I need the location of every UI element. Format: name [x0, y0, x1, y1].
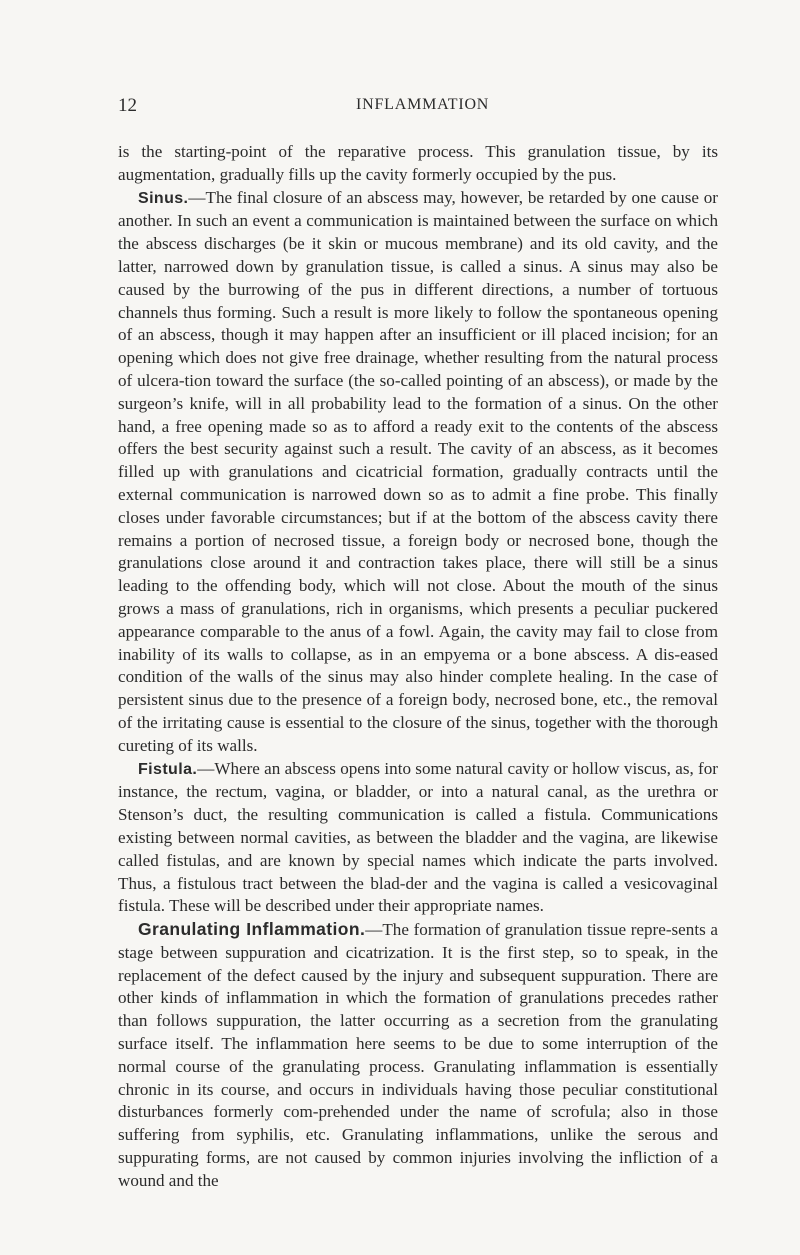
section-heading-fistula: Fistula.: [138, 760, 198, 778]
page-number: 12: [118, 95, 137, 116]
paragraph-text: —The formation of granulation tissue repre-sents a stage between suppuration and cicatrization. It is the first step, so to speak, in the replacement of the defect caused by the injury and subsequent suppuration. There are other kinds of inflammation in which the formation of granulations precedes rather than follows suppuration, the latter occurring as a secretion from the granulating surface itself. The inflammation here seems to be due to some interruption of the normal course of the granulating process. Granulating inflammation is essentially chronic in its course, and occurs in individuals having those peculiar constitutional disturbances formerly com-prehended under the name of scrofula; also in those suffering from syphilis, etc. Granulating inflammations, unlike the serous and suppurating forms, are not caused by common injuries involving the infliction of a wound and the: [118, 920, 718, 1190]
section-heading-granulating-inflammation: Granulating Inflammation.: [138, 919, 366, 940]
paragraph-fistula: [118, 758, 718, 919]
paragraph-granulating-inflammation: [118, 918, 718, 1193]
paragraph-text: —The final closure of an abscess may, however, be retarded by one cause or another. In such an event a communication is maintained between the surface on which the abscess discharges (be it skin or mucous membrane) and its old cavity, and the latter, narrowed down by granulation tissue, is called a sinus. A sinus may also be caused by the burrowing of the pus in different directions, a number of tortuous channels thus forming. Such a result is more likely to follow the spontaneous opening of an abscess, though it may happen after an insufficient or ill placed incision; for an opening which does not give free drainage, whether resulting from the natural process of ulcera-tion toward the surface (the so-called pointing of an abscess), or made by the surgeon’s knife, will in all probability lead to the formation of a sinus. On the other hand, a free opening made so as to afford a ready exit to the contents of the abscess offers the best security against such a result. The cavity of an abscess, as it becomes filled up with granulations and cicatricial formation, gradually contracts until the external communication is narrowed down so as to admit a fine probe. This finally closes under favorable circumstances; but if at the bottom of the abscess cavity there remains a portion of necrosed tissue, a foreign body or necrosed bone, though the granulations close around it and contraction takes place, there will still be a sinus leading to the offending body, which will not close. About the mouth of the sinus grows a mass of granulations, rich in organisms, which presents a peculiar puckered appearance comparable to the anus of a fowl. Again, the cavity may fail to close from inability of its walls to collapse, as in an empyema or a bone abscess. A dis-eased condition of the walls of the sinus may also hinder complete healing. In the case of persistent sinus due to the presence of a foreign body, necrosed bone, etc., the removal of the irritating cause is essential to the closure of the sinus, together with the thorough cureting of its walls.: [118, 187, 718, 755]
paragraph-text: —Where an abscess opens into some natural cavity or hollow viscus, as, for instance, the rectum, vagina, or bladder, or into a natural canal, as the urethra or Stenson’s duct, the resulting communication is called a fistula. Communications existing between normal cavities, as between the bladder and the vagina, are likewise called fistulas, and are known by special names which indicate the parts involved. Thus, a fistulous tract between the blad-der and the vagina is called a vesicovaginal fistula. These will be described under their appropriate names.: [118, 758, 718, 916]
running-head: [118, 95, 718, 119]
section-heading-sinus: Sinus.: [138, 189, 189, 207]
chapter-title: INFLAMMATION: [356, 96, 490, 113]
paragraph-continuation: [118, 141, 718, 187]
body-text: [118, 141, 718, 1193]
paragraph-text: is the starting-point of the reparative process. This granulation tissue, by its augmentation, gradually fills up the cavity formerly occupied by the pus.: [118, 142, 718, 184]
paragraph-sinus: [118, 187, 718, 758]
